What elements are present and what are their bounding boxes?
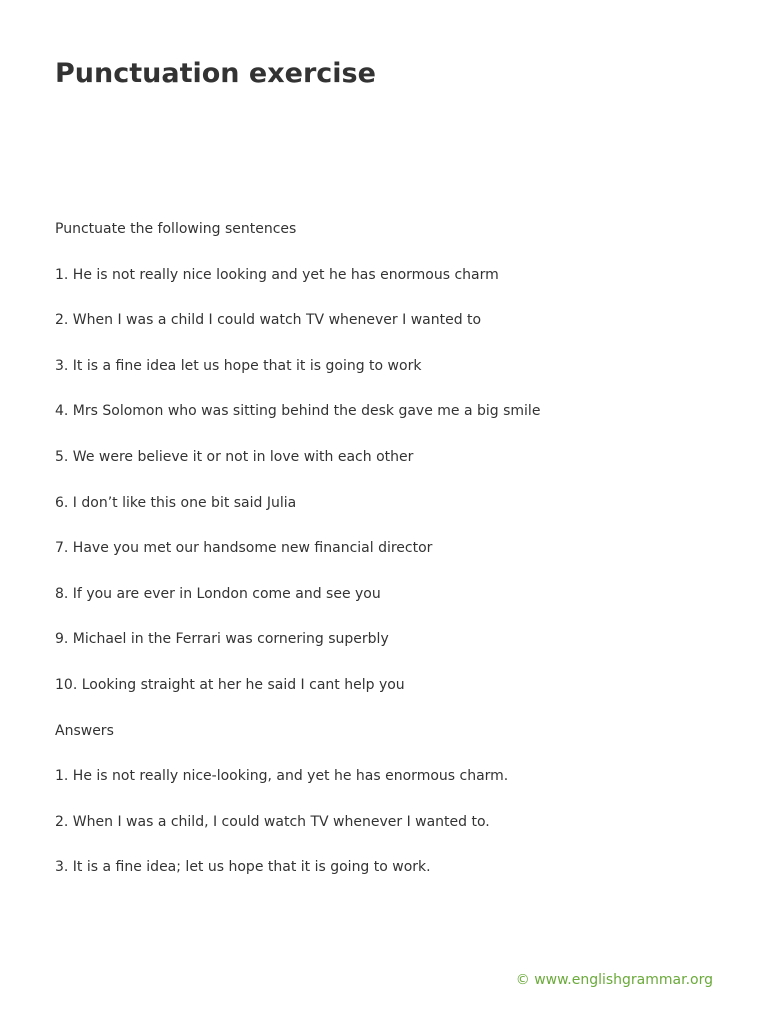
question-8: 8. If you are ever in London come and see you xyxy=(55,585,381,602)
question-10: 10. Looking straight at her he said I cant help you xyxy=(55,676,405,693)
question-7: 7. Have you met our handsome new financial director xyxy=(55,540,433,557)
answer-2: 2. When I was a child, I could watch TV whenever I wanted to. xyxy=(55,813,490,830)
question-1: 1. He is not really nice looking and yet he has enormous charm xyxy=(55,266,499,283)
copyright-link[interactable]: © www.englishgrammar.org xyxy=(515,972,713,988)
answer-1: 1. He is not really nice-looking, and yet he has enormous charm. xyxy=(55,768,509,785)
question-6: 6. I don’t like this one bit said Julia xyxy=(55,494,297,511)
question-2: 2. When I was a child I could watch TV whenever I wanted to xyxy=(55,312,482,329)
exercise-content xyxy=(55,220,735,904)
question-5: 5. We were believe it or not in love with each other xyxy=(55,448,414,465)
answers-heading: Answers xyxy=(55,722,114,739)
question-3: 3. It is a fine idea let us hope that it is going to work xyxy=(55,357,422,374)
page-title: Punctuation exercise xyxy=(55,58,376,89)
question-4: 4. Mrs Solomon who was sitting behind the desk gave me a big smile xyxy=(55,403,541,420)
instructions: Punctuate the following sentences xyxy=(55,221,297,237)
question-9: 9. Michael in the Ferrari was cornering superbly xyxy=(55,631,389,648)
answer-3: 3. It is a fine idea; let us hope that it is going to work. xyxy=(55,859,431,876)
